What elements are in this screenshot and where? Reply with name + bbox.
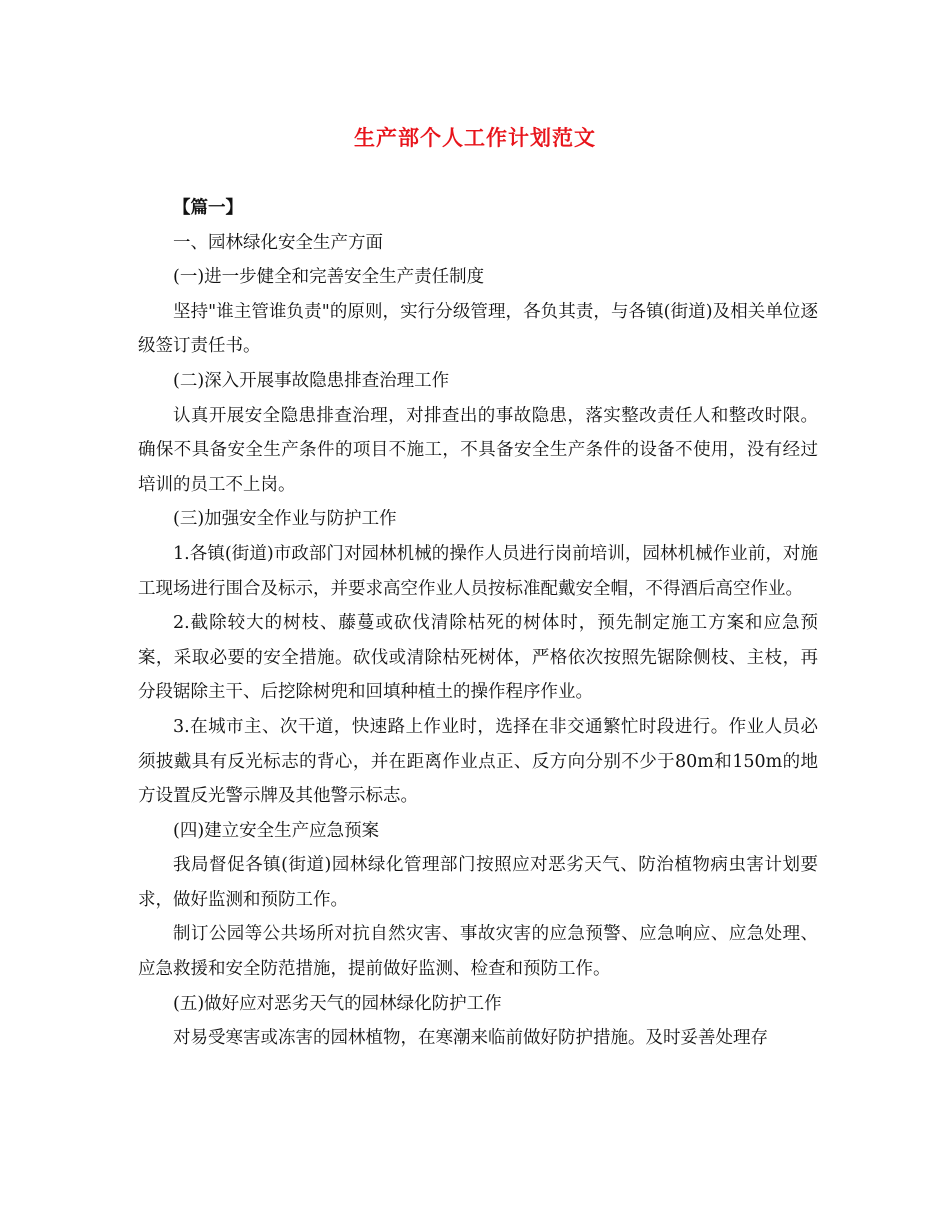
subsection-heading: (一)进一步健全和完善安全生产责任制度 — [173, 267, 485, 288]
list-item: 1.各镇(街道)市政部门对园林机械的操作人员进行岗前培训，园林机械作业前，对施工现场进行围合及标示，并要求高空作业人员按标准配戴安全帽，不得酒后高空作业。 — [138, 543, 818, 599]
document-body — [138, 191, 818, 1056]
subsection-heading: (二)深入开展事故隐患排查治理工作 — [173, 370, 450, 391]
document-title: 生产部个人工作计划范文 — [354, 125, 596, 150]
paragraph: 制订公园等公共场所对抗自然灾害、事故灾害的应急预警、应急响应、应急处理、应急救援和安全防范措施，提前做好监测、检查和预防工作。 — [138, 924, 818, 980]
section-heading: 一、园林绿化安全生产方面 — [173, 232, 383, 253]
list-item: 2.截除较大的树枝、藤蔓或砍伐清除枯死的树体时，预先制定施工方案和应急预案，采取必要的安全措施。砍伐或清除枯死树体，严格依次按照先锯除侧枝、主枝，再分段锯除主干、后挖除树兜和回填种植土的操作程序作业。 — [138, 613, 818, 703]
section-marker: 【篇一】 — [173, 198, 243, 218]
paragraph: 认真开展安全隐患排查治理，对排查出的事故隐患，落实整改责任人和整改时限。确保不具备安全生产条件的项目不施工，不具备安全生产条件的设备不使用，没有经过培训的员工不上岗。 — [138, 405, 818, 495]
list-item: 3.在城市主、次干道，快速路上作业时，选择在非交通繁忙时段进行。作业人员必须披戴具有反光标志的背心，并在距离作业点正、反方向分别不少于80m和150m的地方设置反光警示牌及其他警示标志。 — [138, 716, 818, 807]
subsection-heading: (三)加强安全作业与防护工作 — [173, 509, 397, 530]
paragraph: 坚持"谁主管谁负责"的原则，实行分级管理，各负其责，与各镇(街道)及相关单位逐级签订责任书。 — [138, 301, 818, 357]
paragraph: 对易受寒害或冻害的园林植物，在寒潮来临前做好防护措施。及时妥善处理存 — [173, 1028, 768, 1049]
subsection-heading: (五)做好应对恶劣天气的园林绿化防护工作 — [173, 993, 502, 1014]
paragraph: 我局督促各镇(街道)园林绿化管理部门按照应对恶劣天气、防治植物病虫害计划要求，做好监测和预防工作。 — [138, 855, 818, 910]
subsection-heading: (四)建立安全生产应急预案 — [173, 820, 380, 841]
